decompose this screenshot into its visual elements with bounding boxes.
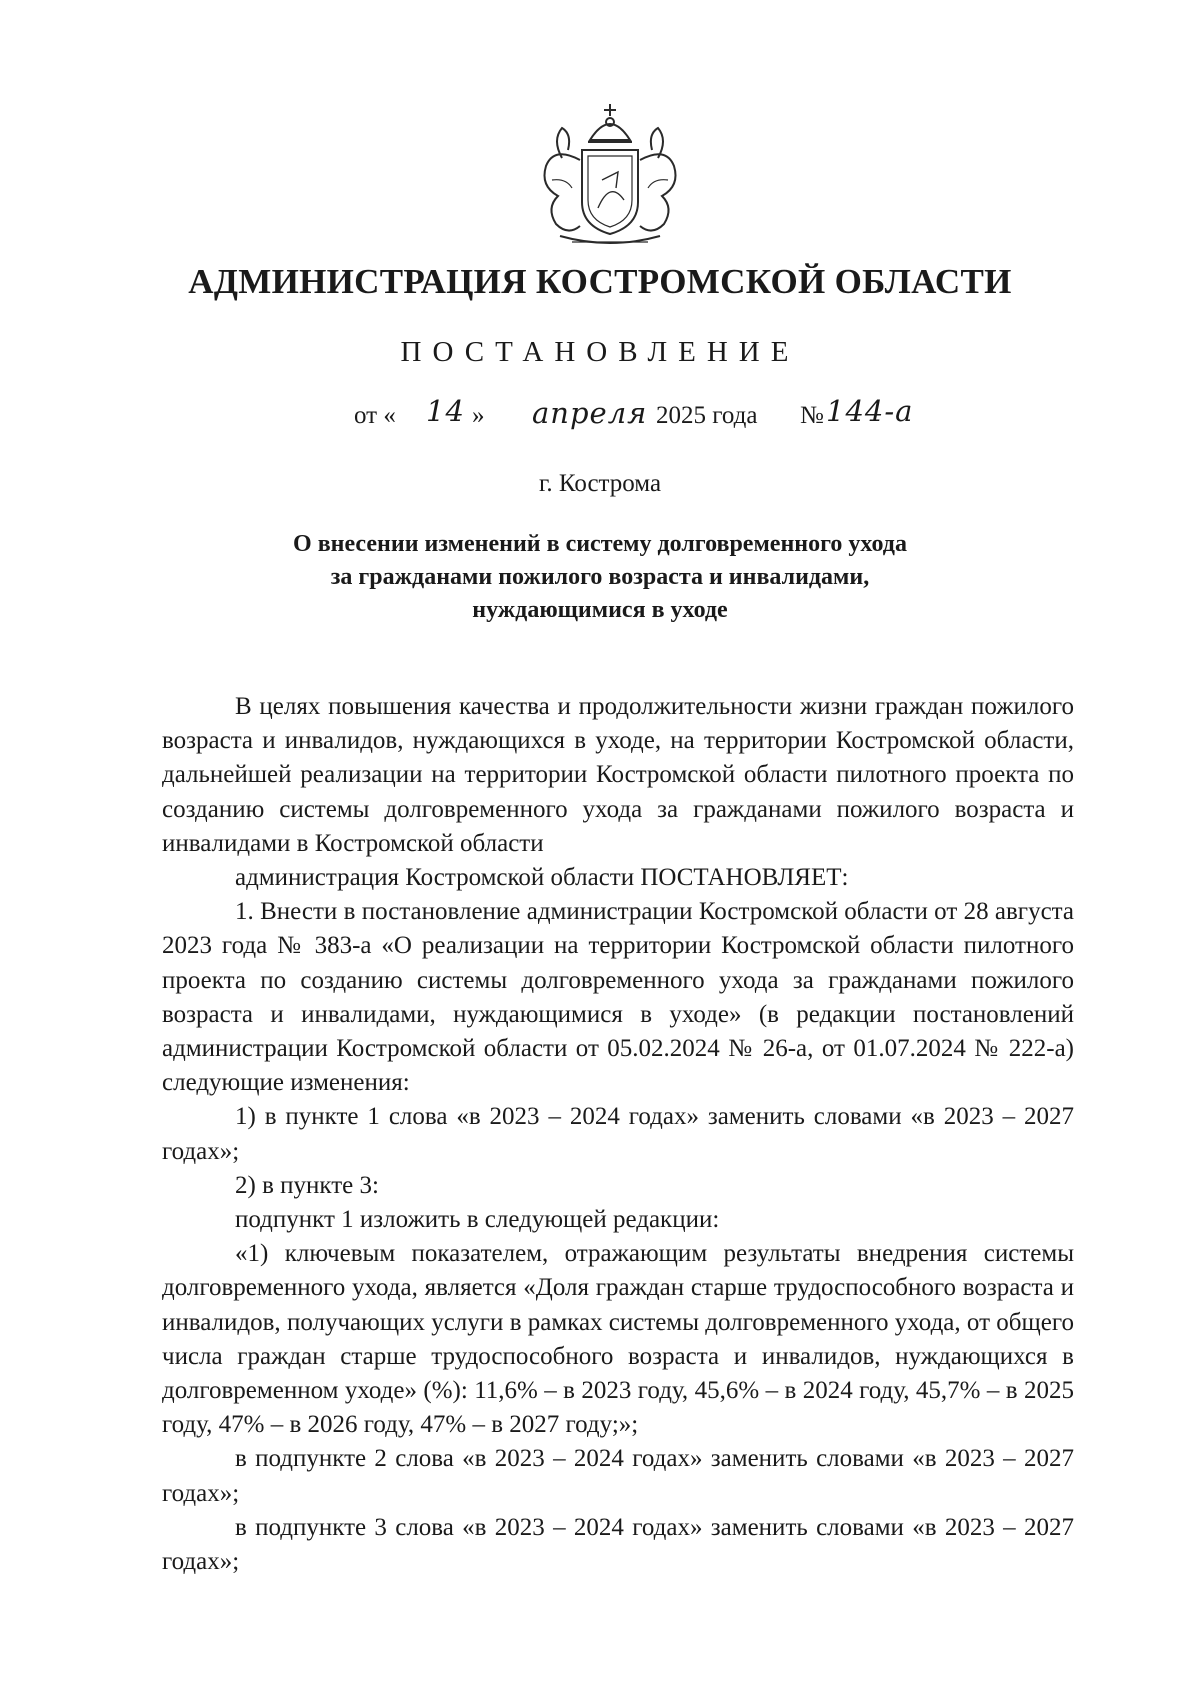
paragraph-key-indicator: «1) ключевым показателем, отражающим результаты внедрения системы долговременного ухода, является «Доля граждан старше трудоспособного возраста и инвалидов, получающих услуги в рамках системы долговременного ухода, от общего числа граждан старше трудоспособного возраста и инвалидов, нуждающихся в долговременном уходе» (%): 11,6% – в 2023 году, 45,6% – в 2024 году, 45,7% – в 2025 году, 47% – в 2026 году, 47% – в 2027 году;»; [162, 1240, 1074, 1439]
document-title [200, 528, 1000, 627]
date-month-handwritten: апреля [532, 396, 648, 430]
date-day-handwritten: 14 [426, 394, 465, 428]
paragraph-item-1: 1. Внести в постановление администрации Костромской области от 28 августа 2023 года № 383-а «О реализации на территории Костромской области пилотного проекта по созданию системы долговременного ухода за гражданами пожилого возраста и инвалидами, нуждающимися в уходе» (в редакции постановлений администрации Костромской области от 05.02.2024 № 26-а, от 01.07.2024 № 222-а) следующие изменения: [162, 898, 1074, 1097]
organization-name: АДМИНИСТРАЦИЯ КОСТРОМСКОЙ ОБЛАСТИ [188, 262, 1012, 301]
document-number-handwritten: 144-а [826, 394, 914, 428]
title-line-2: за гражданами пожилого возраста и инвалидами, [330, 564, 870, 590]
document-type: ПОСТАНОВЛЕНИЕ [400, 336, 800, 368]
paragraph-preamble: В целях повышения качества и продолжительности жизни граждан пожилого возраста и инвалидов, нуждающихся в уходе, на территории Костромской области, дальнейшей реализации на территории Костромской области пилотного проекта по созданию системы долговременного ухода за гражданами пожилого возраста и инвалидами в Костромской области [162, 693, 1074, 857]
paragraph-subitem-2: 2) в пункте 3: [235, 1171, 379, 1199]
date-year: 2025 года [656, 402, 758, 429]
paragraph-subpoint-3: в подпункте 3 слова «в 2023 – 2024 годах» заменить словами «в 2023 – 2027 годах»; [162, 1513, 1074, 1576]
title-line-1: О внесении изменений в систему долговременного ухода [293, 531, 907, 557]
date-prefix: от « [354, 402, 396, 429]
document-body [162, 690, 1074, 1579]
title-line-3: нуждающимися в уходе [472, 597, 728, 623]
number-sign: № [800, 402, 824, 429]
paragraph-subitem-1: 1) в пункте 1 слова «в 2023 – 2024 годах» заменить словами «в 2023 – 2027 годах»; [162, 1103, 1074, 1165]
date-line [354, 394, 1054, 448]
date-close-quote: » [472, 402, 485, 429]
paragraph-resolves: администрация Костромской области ПОСТАНОВЛЯЕТ: [235, 864, 849, 892]
paragraph-subpoint-1-intro: подпункт 1 изложить в следующей редакции: [235, 1206, 720, 1234]
paragraph-subpoint-2: в подпункте 2 слова «в 2023 – 2024 годах» заменить словами «в 2023 – 2027 годах»; [162, 1445, 1074, 1507]
city: г. Кострома [538, 470, 662, 497]
coat-of-arms-icon [532, 100, 688, 250]
